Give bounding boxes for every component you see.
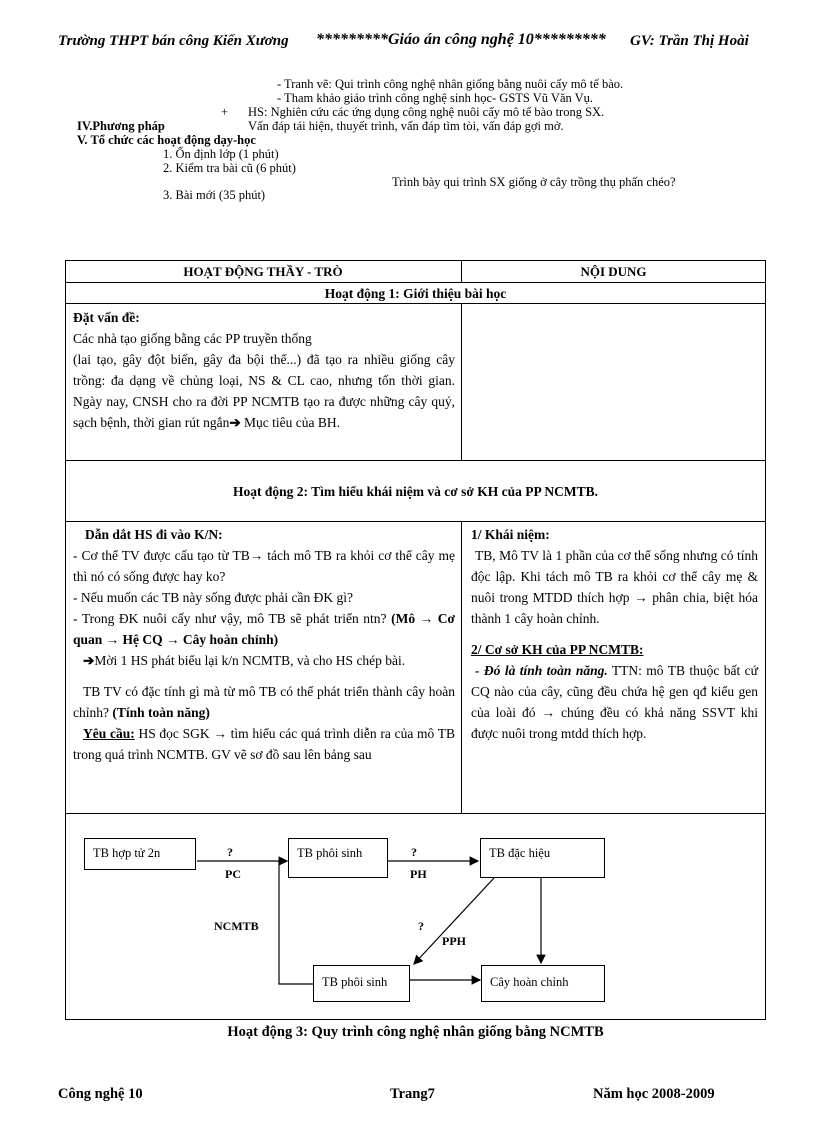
hd2-basis-lead: - Đó là tính toàn năng. bbox=[475, 663, 608, 678]
arrow-icon: ➔ bbox=[83, 653, 95, 668]
hd2-q1a: - Cơ thể TV được cấu tạo từ TB bbox=[73, 548, 250, 563]
arrow-icon: → bbox=[249, 548, 264, 563]
label-q3: ? bbox=[418, 919, 424, 933]
box-zygote: TB hợp tử 2n bbox=[84, 838, 196, 870]
hd1-title: Hoạt động 1: Giới thiệu bài học bbox=[324, 286, 507, 301]
label-pc: PC bbox=[225, 867, 241, 881]
prep-line-1: - Tranh vẽ: Qui trình công nghệ nhân giống bằng nuôi cấy mô tế bào. bbox=[277, 77, 624, 91]
label-ph: PH bbox=[410, 867, 427, 881]
hd2-req-label: Yêu cầu: bbox=[83, 726, 135, 741]
prep-line-3: HS: Nghiên cứu các ứng dụng công nghệ nuôi cấy mô tế bào trong SX. bbox=[248, 105, 605, 119]
hd2-basis-end: chúng đều có khả năng SSVT khi được nuôi trong mtdd thích hợp. bbox=[471, 705, 759, 741]
section-v-label: V. Tổ chức các hoạt động dạy-học bbox=[77, 133, 256, 147]
section-iv-label: IV.Phương pháp bbox=[77, 119, 165, 133]
header-teacher: GV: Trần Thị Hoài bbox=[630, 33, 749, 49]
prep-line-2: - Tham khảo giáo trình công nghệ sinh học- GSTS Vũ Văn Vụ. bbox=[277, 91, 594, 105]
hd2-concept-text: TB, Mô TV là 1 phần của cơ thể sống nhưng có tính độc lập. Khi tách mô TB ra khỏi cơ thể cây mẹ & nuôi trong MTDD thích hợp bbox=[471, 548, 758, 605]
hd2-q5a: TB TV có đặc tính gì mà từ mô TB có thể phát triển thành cây hoàn chỉnh? bbox=[73, 684, 455, 720]
hd2-q3a: - Trong ĐK nuôi cấy như vậy, mô TB sẽ phát triển ntn? bbox=[73, 611, 392, 626]
step-3: 3. Bài mới (35 phút) bbox=[163, 188, 266, 202]
hd2-lead: Dẫn dắt HS đi vào K/N: bbox=[85, 527, 223, 542]
col-header-activities: HOẠT ĐỘNG THẦY - TRÒ bbox=[183, 264, 343, 279]
arrow-icon: → bbox=[213, 726, 227, 741]
hd2-q2: - Nếu muốn các TB này sống được phải cần ĐK gì? bbox=[73, 590, 354, 605]
box-embryo-2: TB phôi sinh bbox=[313, 965, 410, 1002]
hd2-q3b: (Mô → Cơ quan → Hệ CQ → Cây hoàn chỉnh) bbox=[73, 611, 455, 647]
hd1-label: Đặt vấn đề: bbox=[73, 310, 140, 325]
arrow-icon: → bbox=[541, 705, 555, 720]
header-school: Trường THPT bán công Kiến Xương bbox=[58, 33, 289, 49]
prep-bullet: + bbox=[221, 105, 229, 119]
hd2-q4b: Mời 1 HS phát biểu lại k/n NCMTB, và cho HS chép bài. bbox=[94, 653, 406, 668]
hd2-concept-heading: 1/ Khái niệm: bbox=[471, 527, 550, 542]
box-specialized: TB đặc hiệu bbox=[480, 838, 605, 878]
hd2-q1b: tách mô TB ra khỏi cơ thể cây mẹ thì nó có sống được hay ko? bbox=[73, 548, 455, 584]
review-question: Trình bày qui trình SX giống ở cây trồng thụ phấn chéo? bbox=[392, 175, 676, 189]
hd2-req-a: HS đọc SGK bbox=[134, 726, 210, 741]
hd2-concept-end: phân chia, biệt hóa thành 1 cây hoàn chỉnh. bbox=[471, 590, 758, 626]
hd2-basis-text: TTN: mô TB thuộc bất cứ CQ nào của cây, cũng đều chứa hệ gen qđ kiểu gen của loài đó bbox=[471, 663, 758, 720]
step-1: 1. Ổn định lớp (1 phút) bbox=[163, 147, 279, 161]
hd1-line-2: (lai tạo, gây đột biến, gây đa bội thể...) đã tạo ra nhiều giống cây trồng: đa dạng về chủng loại, NS & CL cao, nhưng tốn thời gian. Ngày nay, CNSH cho ra đời PP NCMTB tạo ra được những cây quý, sạch bệnh, thời gian rút ngắn bbox=[73, 352, 455, 430]
arrow-icon: → bbox=[634, 590, 648, 605]
box-embryo-1: TB phôi sinh bbox=[288, 838, 388, 878]
hd2-basis-heading: 2/ Cơ sở KH của PP NCMTB: bbox=[471, 642, 644, 657]
section-iv-text: Vấn đáp tái hiện, thuyết trình, vấn đáp tìm tòi, vấn đáp gợi mở. bbox=[248, 119, 564, 133]
label-q2: ? bbox=[411, 845, 417, 859]
footer-page: Trang7 bbox=[390, 1086, 435, 1102]
label-q1: ? bbox=[227, 845, 233, 859]
col-header-content: NỘI DUNG bbox=[580, 264, 647, 279]
header-title: *********Giáo án công nghệ 10********* bbox=[316, 31, 606, 48]
arrow-pph bbox=[414, 878, 494, 964]
footer-subject: Công nghệ 10 bbox=[58, 1086, 143, 1102]
step-2: 2. Kiểm tra bài cũ (6 phút) bbox=[163, 161, 296, 175]
arrow-icon: ➔ bbox=[229, 415, 241, 430]
loop-line bbox=[279, 861, 313, 984]
label-pph: PPH bbox=[442, 934, 466, 948]
hd1-line-1: Các nhà tạo giống bằng các PP truyền thống bbox=[73, 331, 312, 346]
box-plant: Cây hoàn chỉnh bbox=[481, 965, 605, 1002]
hd2-req-b: tìm hiểu các quá trình diễn ra của mô TB trong quá trình NCMTB. GV vẽ sơ đồ sau lên bảng sau bbox=[73, 726, 456, 762]
hd2-title: Hoạt động 2: Tìm hiểu khái niệm và cơ sở KH của PP NCMTB. bbox=[233, 484, 598, 499]
hd1-end: Mục tiêu của BH. bbox=[240, 415, 341, 430]
footer-year: Năm học 2008-2009 bbox=[593, 1086, 715, 1102]
hd3-title: Hoạt động 3: Quy trình công nghệ nhân giống bằng NCMTB bbox=[227, 1024, 604, 1040]
hd2-q5b: (Tính toàn năng) bbox=[112, 705, 210, 720]
label-ncmtb: NCMTB bbox=[214, 919, 259, 933]
